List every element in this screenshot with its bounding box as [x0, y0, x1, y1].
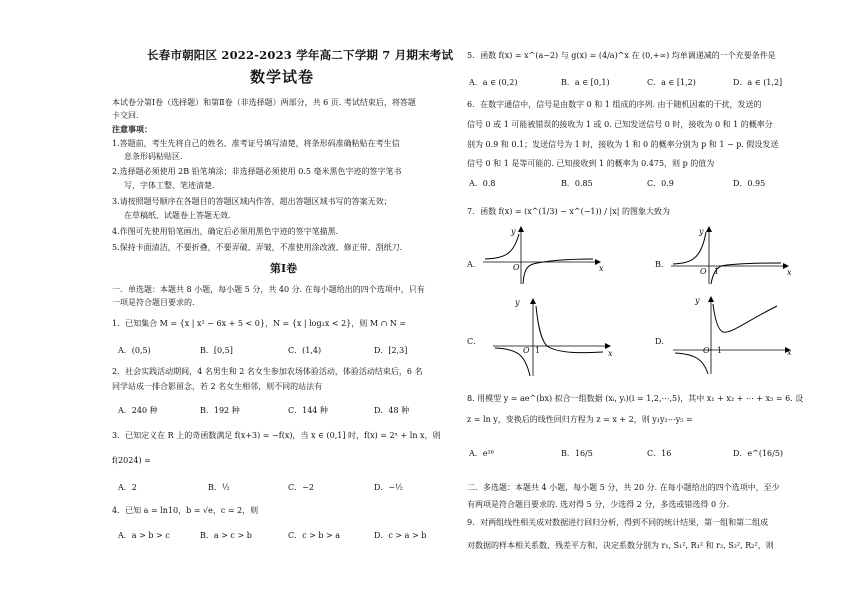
multi-choice-intro: 二．多选题：本题共 4 小题，每小题 5 分，共 20 分. 在每小题给出的四个选项中，至少 — [467, 483, 780, 492]
q7-stem: 7．函数 f(x) = (x^(1/3) − x^(−1)) / |x| 的图象大致为 — [467, 207, 670, 216]
notice-line: 5.保持卡面清洁，不要折叠，不要弄破、弄皱，不准使用涂改液、修正带、刮纸刀. — [112, 243, 403, 252]
q4-option-c: C．c > b > a — [288, 531, 341, 540]
q7-c-one: 1 — [535, 346, 541, 355]
q1-option-a: A．(0,5) — [118, 346, 151, 355]
notice-line: 4.作图可先使用铅笔画出，确定后必须用黑色字迹的签字笔描黑. — [112, 227, 339, 236]
q3-stem: 3．已知定义在 R 上的奇函数满足 f(x+3) = −f(x)，当 x ∈ (0,1] 时，f(x) = 2ˣ + ln x，则 — [112, 431, 441, 440]
q6-stem: 别为 0.9 和 0.1；发送信号为 1 时，接收为 1 和 0 的概率分别为 p 和 1 − p. 假设发送 — [467, 140, 779, 149]
intro-line-2: 卡交回. — [112, 111, 139, 120]
q7-b-axis-x: x — [787, 268, 792, 277]
q7-d-origin: O — [703, 346, 710, 355]
notice-line: 在草稿纸、试题卷上答题无效. — [124, 211, 231, 220]
q7-option-d: D． — [655, 337, 670, 346]
q7-b-axis-y: y — [699, 227, 704, 236]
q7-b-one: 1 — [714, 267, 720, 276]
q2-option-c: C．144 种 — [288, 406, 328, 415]
q8-option-c: C．16 — [647, 449, 672, 458]
multi-choice-intro: 有两项是符合题目要求的. 选对得 5 分，少选得 2 分，多选或错选得 0 分. — [467, 500, 730, 509]
q5-option-c: C．a ∈ [1,2) — [647, 78, 696, 87]
q2-option-a: A．240 种 — [118, 406, 158, 415]
q7-a-origin: O — [513, 263, 520, 272]
right-column — [467, 0, 827, 607]
q1-option-c: C．(1,4) — [288, 346, 322, 355]
exam-subtitle: 数学试卷 — [250, 68, 315, 86]
section-1-heading: 第Ⅰ卷 — [270, 262, 298, 275]
left-column — [112, 0, 462, 607]
q6-option-d: D．0.95 — [733, 179, 766, 188]
q7-option-a: A． — [467, 260, 481, 269]
q3-option-d: D．−½ — [374, 483, 403, 492]
q4-option-b: B．a > c > b — [200, 531, 252, 540]
q4-option-a: A．a > b > c — [118, 531, 170, 540]
q1-option-b: B．[0,5] — [200, 346, 233, 355]
q8-stem: z = ln y，变换后的线性回归方程为 z = x + 2，则 y₁y₂⋯y₅ = — [467, 415, 693, 424]
q6-option-a: A．0.8 — [469, 179, 496, 188]
q4-stem: 4．已知 a = ln10，b = √e，c = 2，则 — [112, 506, 259, 515]
notice-line: 息条形码粘贴区. — [124, 152, 183, 161]
q7-a-axis-x: x — [599, 264, 604, 273]
intro-line-1: 本试卷分第Ⅰ卷（选择题）和第Ⅱ卷（非选择题）两部分，共 6 页. 考试结束后，将答题 — [112, 98, 416, 107]
q8-option-b: B．16/5 — [561, 449, 593, 458]
q7-c-origin: O — [523, 346, 530, 355]
q5-option-d: D．a ∈ (1,2] — [733, 78, 783, 87]
q6-stem: 信号 0 或 1 可能被错误的接收为 1 或 0. 已知发送信号 0 时，接收为 0 和 1 的概率分 — [467, 120, 773, 129]
q6-option-c: C．0.9 — [647, 179, 674, 188]
notice-line: 写，字体工整、笔迹清楚. — [124, 181, 215, 190]
q8-option-a: A．e¹⁶ — [469, 449, 494, 458]
q7-graph-c — [493, 298, 613, 378]
q9-stem: 9．对两组线性相关成对数据进行回归分析，得到不同的统计结果，第一组和第二组成 — [467, 518, 769, 527]
q7-a-axis-y: y — [511, 227, 516, 236]
q7-d-axis-y: y — [695, 296, 700, 305]
q7-option-b: B． — [655, 260, 669, 269]
q5-option-b: B．a ∈ [0,1) — [561, 78, 610, 87]
q2-option-d: D．48 种 — [374, 406, 410, 415]
q8-option-d: D．e^(16/5) — [733, 449, 784, 458]
q3-option-a: A．2 — [118, 483, 137, 492]
q7-d-one: 1 — [717, 346, 723, 355]
q9-stem: 对数据的样本相关系数，残差平方和，决定系数分别为 r₁, S₁², R₁² 和 r₂, S₂², R₂²，则 — [467, 541, 774, 550]
single-choice-intro: 一项是符合题目要求的. — [112, 298, 195, 307]
q4-option-d: D．c > a > b — [374, 531, 427, 540]
q7-b-origin: O — [700, 267, 707, 276]
q3-stem: f(2024) = — [112, 456, 151, 465]
q2-option-b: B．192 种 — [200, 406, 240, 415]
q2-stem: 2．社会实践活动期间，4 名男生和 2 名女生参加农场体验活动，体验活动结束后，6 名 — [112, 367, 423, 376]
q5-stem: 5．函数 f(x) = x^(a−2) 与 g(x) = (4/a)^x 在 (0,+∞) 均单调递减的一个充要条件是 — [467, 51, 776, 60]
q7-c-axis-x: x — [608, 349, 613, 358]
q6-stem: 6．在数字通信中，信号是由数字 0 和 1 组成的序列. 由于随机因素的干扰，发送的 — [467, 100, 762, 109]
single-choice-intro: 一．单选题：本题共 8 小题，每小题 5 分，共 40 分. 在每小题给出的四个选项中，只有 — [112, 285, 425, 294]
q7-graph-a — [483, 226, 603, 286]
notice-heading: 注意事项： — [112, 124, 152, 134]
q6-stem: 信号 0 和 1 是等可能的. 已知接收到 1 的概率为 0.475，则 p 的值为 — [467, 159, 715, 168]
q8-stem: 8. 用模型 y = ae^(bx) 拟合一组数据 (xᵢ, yᵢ)(i = 1,2,⋯,5)，其中 x₁ + x₂ + ⋯ + x₅ = 6. 设 — [467, 394, 804, 403]
q2-stem: 同学站成一排合影留念，若 2 名女生相邻，则不同的站法有 — [112, 382, 323, 391]
q3-option-b: B．½ — [208, 483, 230, 492]
exam-title: 长春市朝阳区 2022-2023 学年高二下学期 7 月期末考试 — [147, 48, 454, 62]
q1-option-d: D．[2,3] — [374, 346, 408, 355]
notice-line: 3.请按照题号顺序在各题目的答题区域内作答，超出答题区域书写的答案无效； — [112, 197, 392, 206]
q7-option-c: C． — [467, 337, 482, 346]
q7-graph-b — [671, 226, 791, 286]
q1-stem: 1．已知集合 M = {x | x² − 6x + 5 < 0}，N = {x | log₂x < 2}，则 M ∩ N = — [112, 319, 407, 328]
q5-option-a: A．a ∈ (0,2) — [469, 78, 518, 87]
notice-line: 1.答题前，考生先将自己的姓名、准考证号填写清楚，将条形码准确粘贴在考生信 — [112, 139, 400, 148]
notice-line: 2.选择题必须使用 2B 铅笔填涂；非选择题必须使用 0.5 毫米黑色字迹的签字笔书 — [112, 167, 402, 176]
q7-c-axis-y: y — [515, 298, 520, 307]
q7-d-axis-x: x — [787, 348, 792, 357]
q7-graph-d — [673, 296, 793, 376]
q6-option-b: B．0.85 — [561, 179, 593, 188]
q3-option-c: C．−2 — [288, 483, 314, 492]
